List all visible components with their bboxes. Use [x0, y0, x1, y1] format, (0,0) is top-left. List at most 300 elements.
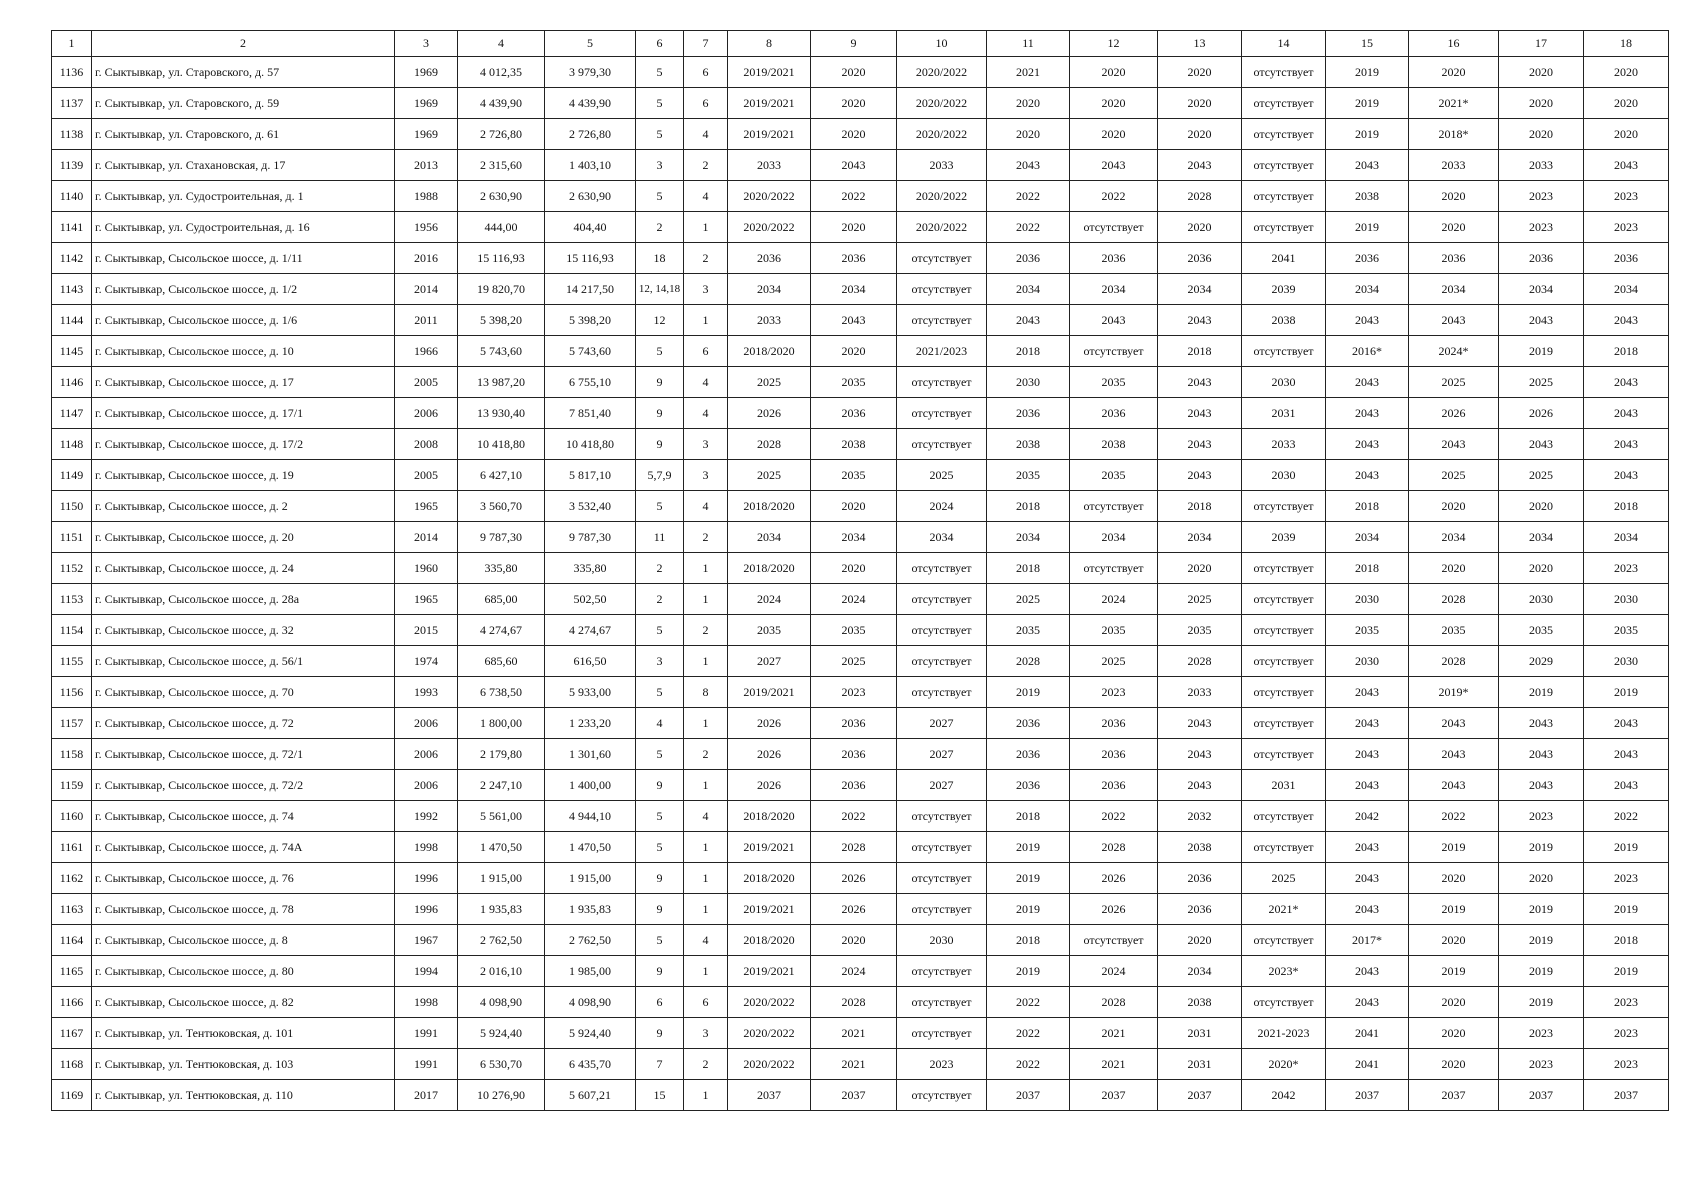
address-cell: г. Сыктывкар, ул. Тентюковская, д. 101 — [92, 1018, 395, 1049]
table-cell: 2043 — [1158, 398, 1242, 429]
table-cell: 5 743,60 — [545, 336, 636, 367]
table-cell: 2020 — [811, 553, 897, 584]
table-cell: 2023 — [811, 677, 897, 708]
table-cell: 2019 — [987, 832, 1070, 863]
table-cell: 2043 — [1409, 739, 1499, 770]
table-cell: 2036 — [1326, 243, 1409, 274]
table-row — [52, 367, 1669, 398]
table-row — [52, 863, 1669, 894]
table-cell: 1 403,10 — [545, 150, 636, 181]
table-cell: 4 — [684, 491, 728, 522]
table-cell: 2019/2021 — [728, 894, 811, 925]
table-cell: 2043 — [1158, 708, 1242, 739]
table-cell: 10 276,90 — [458, 1080, 545, 1111]
table-cell: 2043 — [1584, 367, 1669, 398]
table-cell: 2035 — [1070, 460, 1158, 491]
table-cell: 1 800,00 — [458, 708, 545, 739]
table-cell: 3 — [684, 429, 728, 460]
table-cell: 1 — [684, 212, 728, 243]
table-cell: 1991 — [395, 1018, 458, 1049]
table-row — [52, 243, 1669, 274]
table-cell: 2036 — [1158, 894, 1242, 925]
table-cell: 2019 — [987, 894, 1070, 925]
table-cell: отсутствует — [1242, 677, 1326, 708]
table-cell: отсутствует — [897, 584, 987, 615]
column-header: 6 — [636, 31, 684, 57]
row-number-cell: 1148 — [52, 429, 92, 460]
table-cell: 2043 — [1326, 677, 1409, 708]
table-cell: 2036 — [811, 243, 897, 274]
table-cell: 2043 — [1326, 150, 1409, 181]
table-row — [52, 677, 1669, 708]
table-cell: 2037 — [1584, 1080, 1669, 1111]
table-cell: 2020/2022 — [728, 212, 811, 243]
table-row — [52, 305, 1669, 336]
row-number-cell: 1138 — [52, 119, 92, 150]
address-cell: г. Сыктывкар, Сысольское шоссе, д. 24 — [92, 553, 395, 584]
table-cell: 2043 — [1326, 956, 1409, 987]
table-cell: 2017 — [395, 1080, 458, 1111]
table-cell: 6 — [684, 987, 728, 1018]
table-cell: 2 — [684, 1049, 728, 1080]
register-table — [51, 30, 1669, 1111]
table-cell: 2025 — [1409, 367, 1499, 398]
table-cell: 2022 — [987, 181, 1070, 212]
table-cell: 2036 — [1070, 770, 1158, 801]
table-cell: отсутствует — [897, 367, 987, 398]
table-cell: 2043 — [1326, 429, 1409, 460]
row-number-cell: 1140 — [52, 181, 92, 212]
table-cell: 1 — [684, 646, 728, 677]
table-cell: 4 — [684, 367, 728, 398]
table-cell: 2026 — [728, 739, 811, 770]
table-cell: 2041 — [1326, 1049, 1409, 1080]
table-cell: 2008 — [395, 429, 458, 460]
table-cell: 2035 — [1158, 615, 1242, 646]
table-cell: 2020 — [1070, 57, 1158, 88]
table-cell: 10 418,80 — [545, 429, 636, 460]
address-cell: г. Сыктывкар, Сысольское шоссе, д. 82 — [92, 987, 395, 1018]
table-cell: 2025 — [897, 460, 987, 491]
table-cell: 2022 — [987, 212, 1070, 243]
table-cell: 2019 — [1584, 894, 1669, 925]
address-cell: г. Сыктывкар, Сысольское шоссе, д. 70 — [92, 677, 395, 708]
table-cell: отсутствует — [1242, 212, 1326, 243]
table-cell: 2043 — [811, 305, 897, 336]
table-cell: 2030 — [1499, 584, 1584, 615]
column-header: 8 — [728, 31, 811, 57]
address-cell: г. Сыктывкар, ул. Стахановская, д. 17 — [92, 150, 395, 181]
table-cell: 3 979,30 — [545, 57, 636, 88]
table-cell: 2019 — [1499, 336, 1584, 367]
table-cell: 1 — [684, 956, 728, 987]
table-cell: 2035 — [728, 615, 811, 646]
table-cell: 1 — [684, 1080, 728, 1111]
table-row — [52, 832, 1669, 863]
table-cell: 335,80 — [458, 553, 545, 584]
row-number-cell: 1155 — [52, 646, 92, 677]
table-cell: 1 470,50 — [458, 832, 545, 863]
table-cell: 2020 — [1409, 57, 1499, 88]
table-row — [52, 491, 1669, 522]
table-cell: 2020 — [1499, 119, 1584, 150]
table-cell: 5 — [636, 336, 684, 367]
table-cell: 13 987,20 — [458, 367, 545, 398]
table-cell: 2043 — [1158, 367, 1242, 398]
table-cell: 2034 — [1326, 522, 1409, 553]
table-cell: 1993 — [395, 677, 458, 708]
table-cell: 2020 — [1158, 553, 1242, 584]
table-cell: 5 924,40 — [458, 1018, 545, 1049]
table-cell: 1966 — [395, 336, 458, 367]
table-cell: отсутствует — [897, 801, 987, 832]
table-cell: 2006 — [395, 739, 458, 770]
table-cell: 6 — [684, 57, 728, 88]
row-number-cell: 1164 — [52, 925, 92, 956]
table-cell: 1 — [684, 894, 728, 925]
table-cell: 2030 — [1326, 646, 1409, 677]
column-header: 17 — [1499, 31, 1584, 57]
table-cell: 2043 — [1584, 770, 1669, 801]
table-cell: 2020 — [1409, 1049, 1499, 1080]
table-cell: 2024* — [1409, 336, 1499, 367]
table-cell: 2027 — [728, 646, 811, 677]
table-cell: 2018* — [1409, 119, 1499, 150]
table-cell: 2039 — [1242, 274, 1326, 305]
table-cell: 1 301,60 — [545, 739, 636, 770]
row-number-cell: 1165 — [52, 956, 92, 987]
table-cell: 1 935,83 — [545, 894, 636, 925]
table-cell: 2041 — [1242, 243, 1326, 274]
table-cell: 2014 — [395, 522, 458, 553]
table-cell: 6 755,10 — [545, 367, 636, 398]
table-cell: 2019 — [1326, 57, 1409, 88]
table-row — [52, 584, 1669, 615]
table-cell: 2020 — [987, 119, 1070, 150]
table-cell: 2018 — [1326, 553, 1409, 584]
table-cell: 2020 — [1409, 181, 1499, 212]
table-cell: отсутствует — [897, 956, 987, 987]
address-cell: г. Сыктывкар, ул. Старовского, д. 61 — [92, 119, 395, 150]
table-cell: 2019/2021 — [728, 677, 811, 708]
table-cell: 2 247,10 — [458, 770, 545, 801]
table-cell: 2023 — [1584, 987, 1669, 1018]
table-cell: 2 315,60 — [458, 150, 545, 181]
table-cell: отсутствует — [1242, 739, 1326, 770]
table-cell: 1992 — [395, 801, 458, 832]
table-row — [52, 460, 1669, 491]
table-cell: 2043 — [1158, 429, 1242, 460]
table-cell: 2005 — [395, 367, 458, 398]
table-cell: 2031 — [1158, 1018, 1242, 1049]
table-cell: 5 398,20 — [458, 305, 545, 336]
table-cell: 5 561,00 — [458, 801, 545, 832]
table-cell: 2043 — [1499, 429, 1584, 460]
table-cell: 2035 — [1070, 367, 1158, 398]
table-cell: 2033 — [1499, 150, 1584, 181]
table-cell: 2035 — [811, 460, 897, 491]
row-number-cell: 1152 — [52, 553, 92, 584]
address-cell: г. Сыктывкар, Сысольское шоссе, д. 19 — [92, 460, 395, 491]
table-cell: 2037 — [811, 1080, 897, 1111]
table-cell: 2036 — [1158, 243, 1242, 274]
table-cell: 2023 — [1584, 181, 1669, 212]
table-cell: 2035 — [987, 460, 1070, 491]
address-cell: г. Сыктывкар, Сысольское шоссе, д. 80 — [92, 956, 395, 987]
table-cell: 10 418,80 — [458, 429, 545, 460]
table-cell: 2030 — [1584, 646, 1669, 677]
column-header: 5 — [545, 31, 636, 57]
table-cell: 2020 — [1158, 88, 1242, 119]
row-number-cell: 1156 — [52, 677, 92, 708]
table-cell: 3 — [684, 460, 728, 491]
table-cell: 2020 — [811, 491, 897, 522]
table-cell: 1 985,00 — [545, 956, 636, 987]
table-cell: 2030 — [1584, 584, 1669, 615]
table-cell: 2025 — [1499, 367, 1584, 398]
table-cell: 4 — [684, 119, 728, 150]
table-cell: 2034 — [987, 522, 1070, 553]
table-cell: 2035 — [1499, 615, 1584, 646]
row-number-cell: 1159 — [52, 770, 92, 801]
table-cell: 2019/2021 — [728, 57, 811, 88]
table-cell: 5 — [636, 88, 684, 119]
table-cell: 2025 — [987, 584, 1070, 615]
table-cell: 2 — [684, 522, 728, 553]
table-cell: 2023 — [1584, 1049, 1669, 1080]
table-cell: 2028 — [1158, 646, 1242, 677]
table-cell: 2036 — [987, 708, 1070, 739]
table-cell: 2020 — [811, 336, 897, 367]
table-cell: 2018 — [1584, 336, 1669, 367]
address-cell: г. Сыктывкар, Сысольское шоссе, д. 28а — [92, 584, 395, 615]
address-cell: г. Сыктывкар, Сысольское шоссе, д. 74 — [92, 801, 395, 832]
row-number-cell: 1151 — [52, 522, 92, 553]
table-cell: 2036 — [811, 398, 897, 429]
table-cell: 2034 — [811, 522, 897, 553]
table-cell: 2021/2023 — [897, 336, 987, 367]
table-cell: 5 — [636, 801, 684, 832]
table-cell: 9 — [636, 894, 684, 925]
table-cell: 2038 — [1070, 429, 1158, 460]
table-cell: 2019 — [1409, 894, 1499, 925]
table-cell: 2019 — [1499, 925, 1584, 956]
table-cell: 2020 — [811, 88, 897, 119]
table-cell: 9 — [636, 863, 684, 894]
column-header: 14 — [1242, 31, 1326, 57]
table-cell: 2020 — [1499, 863, 1584, 894]
table-cell: 1 915,00 — [545, 863, 636, 894]
table-cell: 2033 — [728, 305, 811, 336]
row-number-cell: 1163 — [52, 894, 92, 925]
table-cell: 2020 — [1409, 863, 1499, 894]
table-cell: 2028 — [1409, 646, 1499, 677]
table-cell: 5 — [636, 615, 684, 646]
table-cell: 6 — [636, 987, 684, 1018]
table-cell: 2026 — [1070, 863, 1158, 894]
table-cell: 3 — [636, 646, 684, 677]
row-number-cell: 1160 — [52, 801, 92, 832]
table-cell: 2020 — [1584, 57, 1669, 88]
column-header: 13 — [1158, 31, 1242, 57]
table-cell: 2020* — [1242, 1049, 1326, 1080]
table-cell: 4 098,90 — [545, 987, 636, 1018]
table-cell: 2043 — [1499, 305, 1584, 336]
row-number-cell: 1145 — [52, 336, 92, 367]
table-row — [52, 615, 1669, 646]
table-cell: отсутствует — [897, 615, 987, 646]
table-row — [52, 88, 1669, 119]
table-cell: отсутствует — [897, 1018, 987, 1049]
row-number-cell: 1136 — [52, 57, 92, 88]
table-cell: 2025 — [1242, 863, 1326, 894]
table-cell: 2034 — [987, 274, 1070, 305]
table-row — [52, 150, 1669, 181]
table-cell: 2043 — [1326, 863, 1409, 894]
table-cell: 2043 — [1158, 150, 1242, 181]
row-number-cell: 1153 — [52, 584, 92, 615]
table-cell: 2035 — [811, 367, 897, 398]
table-cell: 2037 — [728, 1080, 811, 1111]
table-cell: 2033 — [1242, 429, 1326, 460]
table-cell: 2018/2020 — [728, 863, 811, 894]
table-cell: 2030 — [1326, 584, 1409, 615]
table-cell: 3 532,40 — [545, 491, 636, 522]
address-cell: г. Сыктывкар, Сысольское шоссе, д. 17/2 — [92, 429, 395, 460]
table-cell: 2034 — [1070, 274, 1158, 305]
table-cell: 2036 — [1158, 863, 1242, 894]
table-cell: 2018/2020 — [728, 491, 811, 522]
table-cell: 2 — [684, 739, 728, 770]
table-row — [52, 646, 1669, 677]
table-cell: 2030 — [987, 367, 1070, 398]
table-cell: 2034 — [1584, 274, 1669, 305]
table-cell: 1956 — [395, 212, 458, 243]
table-cell: 1991 — [395, 1049, 458, 1080]
table-cell: 5 — [636, 739, 684, 770]
table-cell: отсутствует — [1242, 150, 1326, 181]
table-cell: 2043 — [1326, 987, 1409, 1018]
column-header: 18 — [1584, 31, 1669, 57]
table-cell: 2020 — [811, 212, 897, 243]
table-cell: 2018 — [1584, 925, 1669, 956]
table-cell: 1969 — [395, 88, 458, 119]
table-cell: 2006 — [395, 708, 458, 739]
table-cell: 2020/2022 — [728, 1018, 811, 1049]
table-cell: 2043 — [1584, 708, 1669, 739]
address-cell: г. Сыктывкар, ул. Судостроительная, д. 1 — [92, 181, 395, 212]
table-cell: 2038 — [1242, 305, 1326, 336]
address-cell: г. Сыктывкар, Сысольское шоссе, д. 8 — [92, 925, 395, 956]
table-cell: 2 — [636, 212, 684, 243]
table-cell: 2043 — [1326, 770, 1409, 801]
row-number-cell: 1158 — [52, 739, 92, 770]
table-cell: 2030 — [1242, 460, 1326, 491]
table-cell: 2043 — [1409, 429, 1499, 460]
table-cell: 2043 — [1158, 770, 1242, 801]
table-cell: 2020/2022 — [897, 57, 987, 88]
table-cell: 5 — [636, 832, 684, 863]
table-cell: отсутствует — [1242, 987, 1326, 1018]
table-cell: 5 743,60 — [458, 336, 545, 367]
row-number-cell: 1143 — [52, 274, 92, 305]
table-cell: отсутствует — [1242, 708, 1326, 739]
table-cell: 2018 — [987, 553, 1070, 584]
table-cell: 2043 — [1409, 770, 1499, 801]
table-cell: 1 935,83 — [458, 894, 545, 925]
table-cell: 1965 — [395, 491, 458, 522]
table-cell: 2041 — [1326, 1018, 1409, 1049]
table-cell: 2043 — [987, 305, 1070, 336]
table-cell: 15 116,93 — [545, 243, 636, 274]
table-cell: 2021 — [811, 1018, 897, 1049]
table-cell: 2028 — [1409, 584, 1499, 615]
table-cell: 4 — [636, 708, 684, 739]
table-cell: 2030 — [1242, 367, 1326, 398]
table-cell: 2039 — [1242, 522, 1326, 553]
table-cell: 2031 — [1158, 1049, 1242, 1080]
table-cell: 2017* — [1326, 925, 1409, 956]
table-cell: 2043 — [1584, 398, 1669, 429]
table-cell: отсутствует — [897, 832, 987, 863]
row-number-cell: 1146 — [52, 367, 92, 398]
table-row — [52, 770, 1669, 801]
table-cell: 1 — [684, 553, 728, 584]
table-cell: 2034 — [1070, 522, 1158, 553]
table-cell: 2027 — [897, 770, 987, 801]
table-cell: 2026 — [728, 708, 811, 739]
address-cell: г. Сыктывкар, Сысольское шоссе, д. 72/2 — [92, 770, 395, 801]
table-cell: 2028 — [987, 646, 1070, 677]
table-cell: 4 098,90 — [458, 987, 545, 1018]
table-cell: 8 — [684, 677, 728, 708]
address-cell: г. Сыктывкар, Сысольское шоссе, д. 78 — [92, 894, 395, 925]
table-row — [52, 212, 1669, 243]
table-cell: 2020 — [1070, 88, 1158, 119]
table-cell: 2043 — [1499, 739, 1584, 770]
table-cell: 2 762,50 — [458, 925, 545, 956]
table-cell: 6 435,70 — [545, 1049, 636, 1080]
table-cell: 2043 — [1409, 708, 1499, 739]
table-cell: 2034 — [1499, 274, 1584, 305]
table-cell: 9 — [636, 429, 684, 460]
address-cell: г. Сыктывкар, Сысольское шоссе, д. 10 — [92, 336, 395, 367]
table-cell: 2006 — [395, 770, 458, 801]
table-cell: отсутствует — [1242, 119, 1326, 150]
table-cell: 2022 — [1584, 801, 1669, 832]
table-row — [52, 57, 1669, 88]
table-cell: 5,7,9 — [636, 460, 684, 491]
table-cell: 2024 — [728, 584, 811, 615]
table-cell: 1965 — [395, 584, 458, 615]
table-cell: 2036 — [1499, 243, 1584, 274]
table-cell: 2027 — [897, 708, 987, 739]
table-cell: 2021* — [1409, 88, 1499, 119]
table-cell: 2037 — [987, 1080, 1070, 1111]
table-cell: отсутствует — [897, 894, 987, 925]
table-cell: 1 — [684, 708, 728, 739]
table-cell: 5 924,40 — [545, 1018, 636, 1049]
table-cell: 2036 — [728, 243, 811, 274]
table-cell: 2018 — [987, 925, 1070, 956]
table-cell: 1969 — [395, 119, 458, 150]
table-cell: отсутствует — [897, 429, 987, 460]
table-cell: 1967 — [395, 925, 458, 956]
table-row — [52, 1080, 1669, 1111]
table-cell: отсутствует — [897, 677, 987, 708]
table-cell: 2043 — [1409, 305, 1499, 336]
table-cell: 2020/2022 — [728, 987, 811, 1018]
